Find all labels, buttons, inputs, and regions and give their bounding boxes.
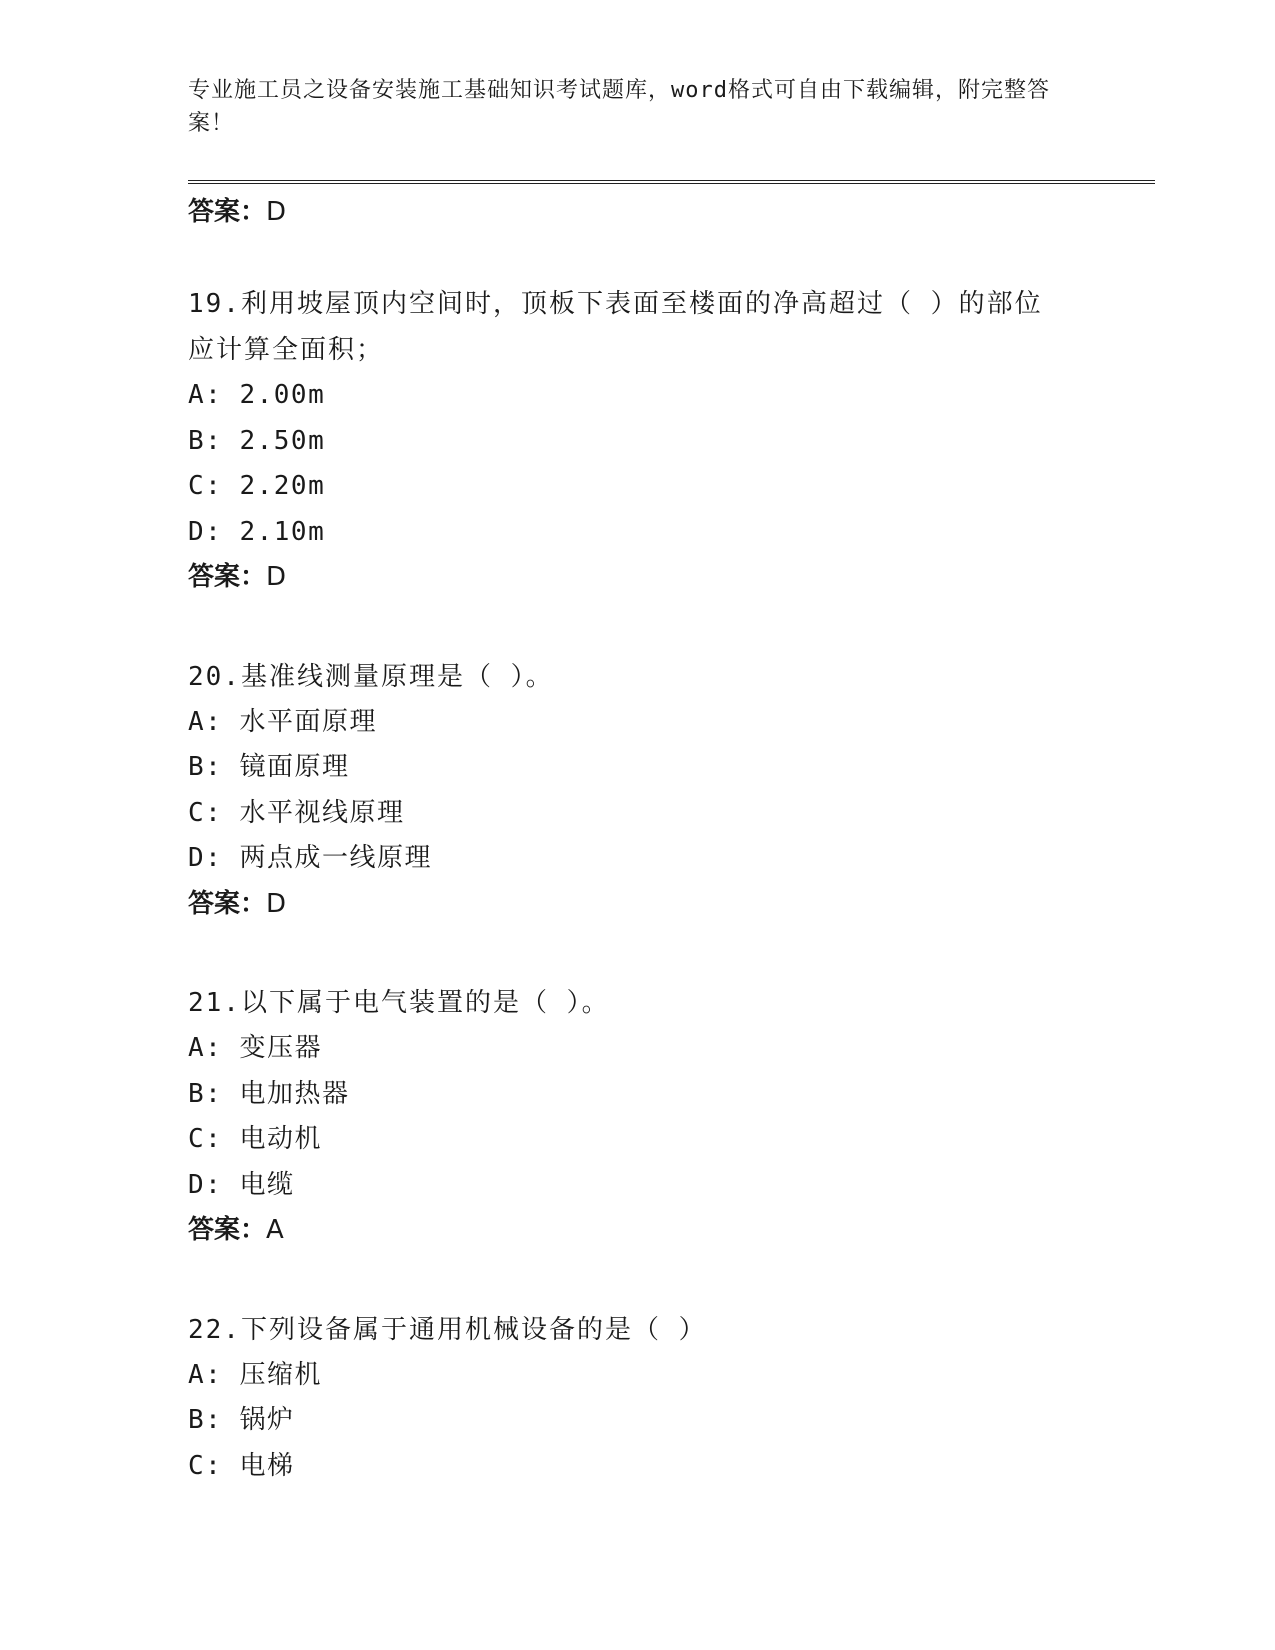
- question-22: [188, 1307, 1068, 1490]
- option-text: 电加热器: [239, 1078, 350, 1109]
- answer-value: D: [266, 197, 287, 227]
- option-b: [188, 419, 1068, 465]
- question-21: [188, 980, 1068, 1254]
- option-text: 电梯: [239, 1450, 295, 1481]
- option-key: C:: [188, 1450, 223, 1481]
- option-key: D:: [188, 516, 223, 547]
- option-key: A:: [188, 1033, 223, 1063]
- option-d: [188, 836, 1068, 882]
- question-stem: 19.利用坡屋顶内空间时，顶板下表面至楼面的净高超过（ ）的部位应计算全面积；: [188, 289, 1043, 365]
- answer-label: 答案：: [188, 1215, 267, 1245]
- option-d: [188, 1163, 1068, 1209]
- option-text: 两点成一线原理: [239, 843, 432, 873]
- option-text: 2.00m: [239, 380, 326, 410]
- question-19: [188, 281, 1068, 601]
- answer: [188, 1208, 1068, 1254]
- option-text: 变压器: [239, 1033, 322, 1063]
- question-20: [188, 654, 1068, 928]
- question-list: [188, 281, 1068, 1542]
- option-c: [188, 791, 1068, 837]
- option-text: 水平视线原理: [239, 797, 405, 828]
- option-text: 2.20m: [239, 471, 326, 501]
- option-key: C:: [188, 471, 223, 501]
- document-header: 专业施工员之设备安装施工基础知识考试题库，word格式可自由下载编辑，附完整答案！: [188, 78, 1050, 136]
- answer-value: D: [266, 562, 287, 592]
- question-stem: 21.以下属于电气装置的是（ ）。: [188, 988, 610, 1018]
- option-a: [188, 1026, 1068, 1072]
- answer-value: A: [266, 1215, 284, 1245]
- option-key: A:: [188, 706, 223, 737]
- option-key: D:: [188, 843, 223, 873]
- option-key: C:: [188, 1124, 223, 1154]
- option-a: [188, 700, 1068, 746]
- answer: [188, 555, 1068, 601]
- option-key: B:: [188, 1405, 223, 1435]
- option-key: A:: [188, 380, 223, 410]
- header-divider: [188, 180, 1155, 184]
- question-stem: 22.下列设备属于通用机械设备的是（ ）: [188, 1314, 707, 1345]
- option-text: 压缩机: [239, 1359, 322, 1390]
- option-c: [188, 1444, 1068, 1490]
- question-stem: 20.基准线测量原理是（ ）。: [188, 661, 554, 692]
- option-key: A:: [188, 1359, 223, 1390]
- option-key: B:: [188, 1078, 223, 1109]
- option-c: [188, 1117, 1068, 1163]
- option-text: 电缆: [239, 1169, 295, 1200]
- option-key: D:: [188, 1169, 223, 1200]
- option-d: [188, 510, 1068, 556]
- option-b: [188, 1072, 1068, 1118]
- option-text: 镜面原理: [239, 752, 350, 782]
- option-b: [188, 1398, 1068, 1444]
- option-text: 电动机: [239, 1124, 322, 1154]
- option-key: B:: [188, 425, 223, 456]
- option-text: 锅炉: [239, 1405, 295, 1435]
- option-key: C:: [188, 797, 223, 828]
- answer-value: D: [266, 888, 287, 919]
- option-text: 水平面原理: [239, 706, 377, 737]
- option-key: B:: [188, 752, 223, 782]
- answer: [188, 882, 1068, 928]
- option-b: [188, 745, 1068, 791]
- option-text: 2.50m: [239, 425, 326, 456]
- option-c: [188, 464, 1068, 510]
- option-a: [188, 373, 1068, 419]
- answer-label: 答案：: [188, 197, 267, 227]
- answer-label: 答案：: [188, 562, 267, 592]
- answer-label: 答案：: [188, 888, 267, 919]
- previous-answer: [188, 194, 286, 230]
- option-text: 2.10m: [239, 516, 326, 547]
- option-a: [188, 1353, 1068, 1399]
